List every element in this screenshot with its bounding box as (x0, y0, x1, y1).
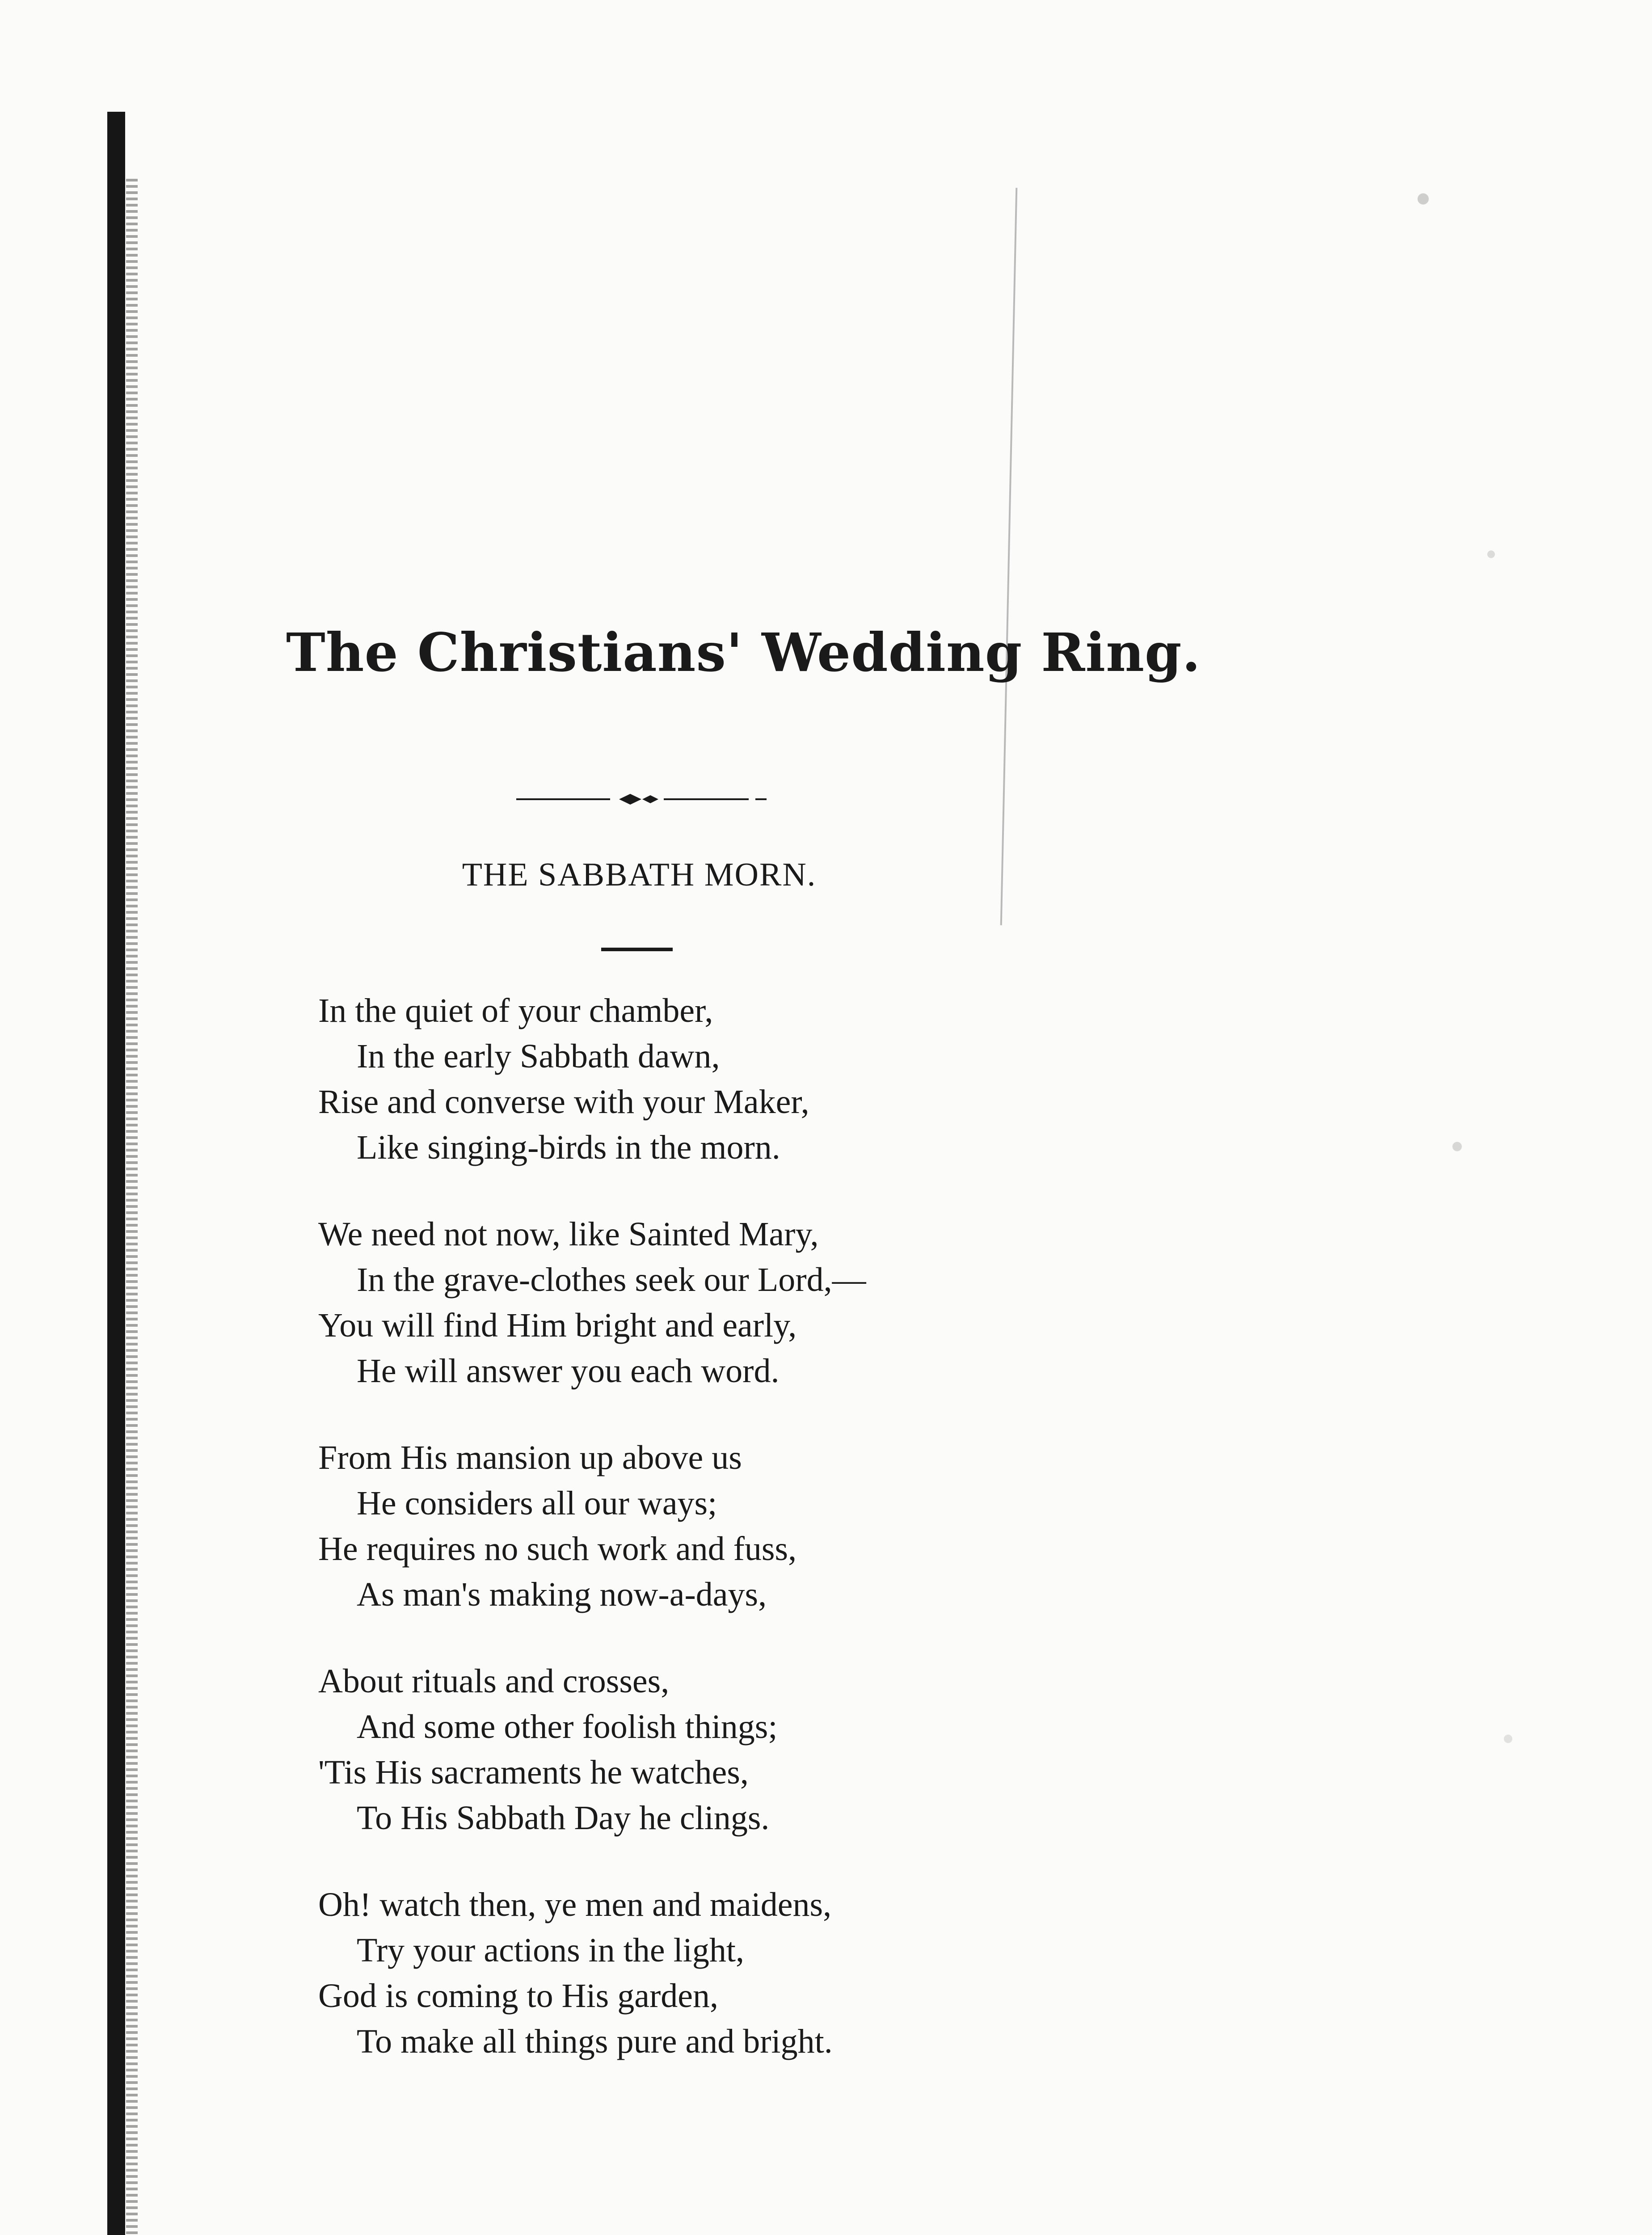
poem-line: We need not now, like Sainted Mary, (318, 1215, 819, 1253)
stanza (318, 1435, 1033, 1617)
binding-shadow (126, 179, 138, 2235)
poem-line: Rise and converse with your Maker, (318, 1083, 809, 1121)
title-ornament (516, 790, 767, 808)
poem-line: And some other foolish things; (357, 1708, 778, 1746)
stanza (318, 1658, 1033, 1841)
poem-line: God is coming to His garden, (318, 1977, 719, 2015)
poem-line: As man's making now-a-days, (357, 1576, 767, 1613)
poem-line: He requires no such work and fuss, (318, 1530, 797, 1568)
paper-crease (1000, 188, 1018, 925)
poem-line: You will find Him bright and early, (318, 1307, 797, 1344)
poem-line: In the grave-clothes seek our Lord,— (357, 1261, 866, 1299)
poem-line: 'Tis His sacraments he watches, (318, 1754, 749, 1791)
page-title: The Christians' Wedding Ring. (286, 621, 1201, 683)
poem-line: From His mansion up above us (318, 1439, 742, 1476)
poem-body (318, 988, 1033, 2105)
poem-line: To make all things pure and bright. (357, 2023, 833, 2060)
poem-line: About rituals and crosses, (318, 1662, 670, 1700)
divider-rule (601, 948, 673, 951)
stanza (318, 1882, 1033, 2064)
paper-edge-wear (1372, 80, 1542, 2235)
poem-line: In the quiet of your chamber, (318, 992, 713, 1029)
poem-line: In the early Sabbath dawn, (357, 1037, 720, 1075)
poem-line: Try your actions in the light, (357, 1931, 744, 1969)
poem-line: He considers all our ways; (357, 1484, 717, 1522)
poem-line: To His Sabbath Day he clings. (357, 1799, 770, 1837)
poem-line: Like singing-birds in the morn. (357, 1129, 780, 1166)
stanza (318, 1211, 1033, 1394)
poem-line: He will answer you each word. (357, 1352, 780, 1390)
binding-edge (107, 112, 125, 2235)
poem-title: THE SABBATH MORN. (462, 856, 817, 893)
stanza (318, 988, 1033, 1170)
poem-line: Oh! watch then, ye men and maidens, (318, 1886, 832, 1923)
